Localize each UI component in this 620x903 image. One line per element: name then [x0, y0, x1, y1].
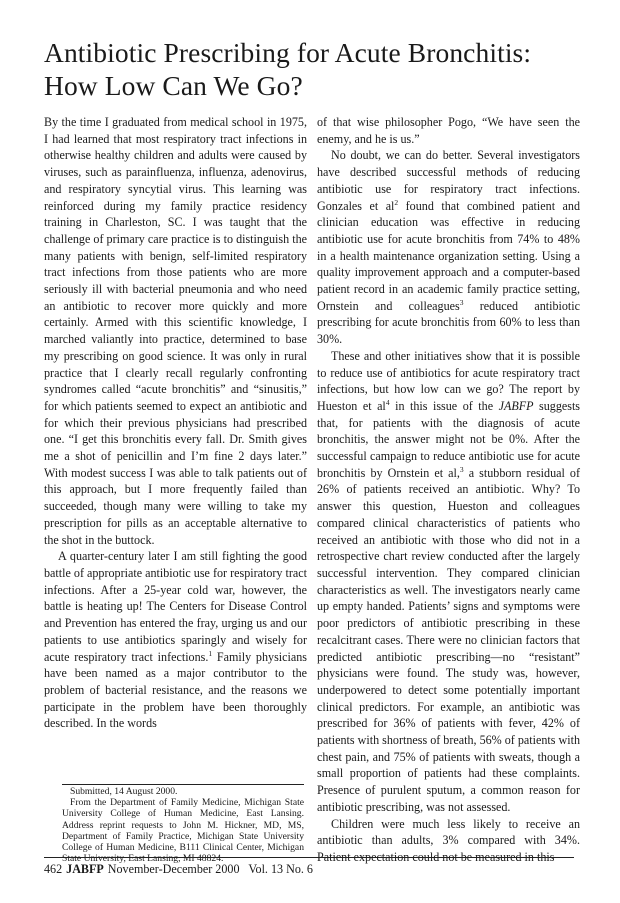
- title-line-1: Antibiotic Prescribing for Acute Bronchitis:: [44, 37, 532, 68]
- author-affiliation: From the Department of Family Medicine, Michigan State University College of Human Medicine, East Lansing. Address reprint requests to John M. Hickner, MD, MS, Department of Family Practice, Michigan State University College of Human Medicine, B111 Clinical Center, Michigan State University, East Lansing, MI 48824.: [62, 797, 304, 865]
- body-paragraph: [44, 548, 307, 732]
- right-column: [317, 114, 580, 866]
- article-title: [44, 36, 604, 102]
- submitted-date: Submitted, 14 August 2000.: [70, 786, 178, 797]
- reference-marker: 3: [459, 297, 464, 307]
- footnote-divider: [62, 784, 304, 785]
- page-number: 462: [44, 862, 63, 876]
- text-run: A quarter-century later I am still fighting the good battle of appropriate antibiotic use for respiratory tract infections. After a 25-year cold war, however, the battle is heating up! The Centers for Disease Control and Prevention has entered the fray, urging us and our patients to use antibiotics sparingly and wisely for acute respiratory tract infections.: [44, 549, 307, 664]
- reference-marker: 4: [385, 397, 390, 407]
- body-paragraph: By the time I graduated from medical school in 1975, I had learned that most respiratory tract infections in otherwise healthy children and adults were caused by viruses, such as parainfluenza, influenza, adenovirus, and respiratory syncytial virus. This learning was reinforced during my family practice residency training in Charleston, SC. I was taught that the challenge of primary care practice is to distinguish the many patients with benign, self-limited respiratory tract infections from those patients who are more seriously ill with bacterial pneumonia and who need an antibiotic to recover more quickly and more certainly. Armed with this scientific knowledge, I marched valiantly into practice, determined to base my prescribing on good science. It was only in rural practice that I clearly recall regularly confronting syndromes called “acute bronchitis” and “sinusitis,” for which patients seemed to expect an antibiotic and for which their previous physicians had prescribed one. “I get this bronchitis every fall. Dr. Smith gives me a shot of penicillin and I’m fine 2 days later.” With modest success I was able to talk patients out of this approach, but I more frequently failed than succeeded, though many were willing to take my prescription for pills as an acceptable alternative to the shot in the buttock.: [44, 115, 307, 547]
- body-paragraph: [317, 348, 580, 816]
- text-run: Family physicians have been named as a major contributor to the problem of bacterial resistance, and the reasons we participate in the problem have been thoroughly described. In the words: [44, 649, 307, 731]
- text-run: found that combined patient and clinician education was effective in reducing antibiotic use for acute bronchitis from 74% to 48% in a health maintenance organization setting. Using a quality improvement approach and a computer-based patient record in an academic family practice setting, Ornstein and colleagues: [317, 198, 580, 313]
- reference-marker: 3: [459, 464, 464, 474]
- body-paragraph: of that wise philosopher Pogo, “We have seen the enemy, and he is us.”: [317, 115, 580, 146]
- journal-name: JABFP: [498, 398, 534, 413]
- text-run: a stubborn residual of 26% of patients received an antibiotic. Why? To answer this question, Hueston and colleagues compared clinical characteristics of patients who received an antibiotic with those who did not in a retrospective chart review conducted after the largely successful intervention. They compared clinician characteristics as well. The investigators nearly came up empty handed. Patients’ signs and symptoms were poor predictors of antibiotic prescribing in these recalcitrant cases. There were no clinician factors that predicted antibiotic prescribing—no “resistant” physicians were found. The study was, however, underpowered to detect some potentially important clinical predictors. For example, an antibiotic was prescribed for 36% of patients with fever, 42% of patients with shortness of breath, 56% of patients with chest pain, and 75% of patients with sweats, though a small proportion of patients had these complaints. Presence of purulent sputum, a common reason for antibiotic prescribing, was not assessed.: [317, 465, 580, 814]
- text-run: suggests that, for patients with the diagnosis of acute bronchitis, the answer might not be 0%. After the successful campaign to reduce antibiotic use for acute bronchitis by Ornstein et al,: [317, 398, 581, 480]
- reference-marker: 2: [394, 197, 399, 207]
- article-footnote: [62, 786, 304, 864]
- text-run: These and other initiatives show that it is possible to reduce use of antibiotics for acute respiratory tract infections, but how low can we go? The report by Hueston et al: [317, 348, 580, 413]
- text-run: reduced antibiotic prescribing for acute bronchitis from 60% to less than 30%.: [317, 298, 581, 347]
- text-run: No doubt, we can do better. Several investigators have described successful methods of reducing antibiotic use for respiratory tract infections. Gonzales et al: [317, 148, 580, 213]
- footer-divider: [44, 857, 574, 858]
- reference-marker: 1: [208, 648, 213, 658]
- journal-abbreviation: JABFP: [66, 862, 104, 876]
- page-footer: [44, 862, 313, 877]
- body-paragraph: [317, 147, 580, 347]
- title-line-2: How Low Can We Go?: [44, 70, 303, 101]
- issue-info: November-December 2000 Vol. 13 No. 6: [107, 862, 313, 876]
- left-column: [44, 114, 307, 732]
- text-run: in this issue of the: [389, 398, 499, 413]
- body-paragraph: Children were much less likely to receive an antibiotic than adults, 3% compared with 34%. Patient expectation could not be measured in this: [317, 816, 580, 864]
